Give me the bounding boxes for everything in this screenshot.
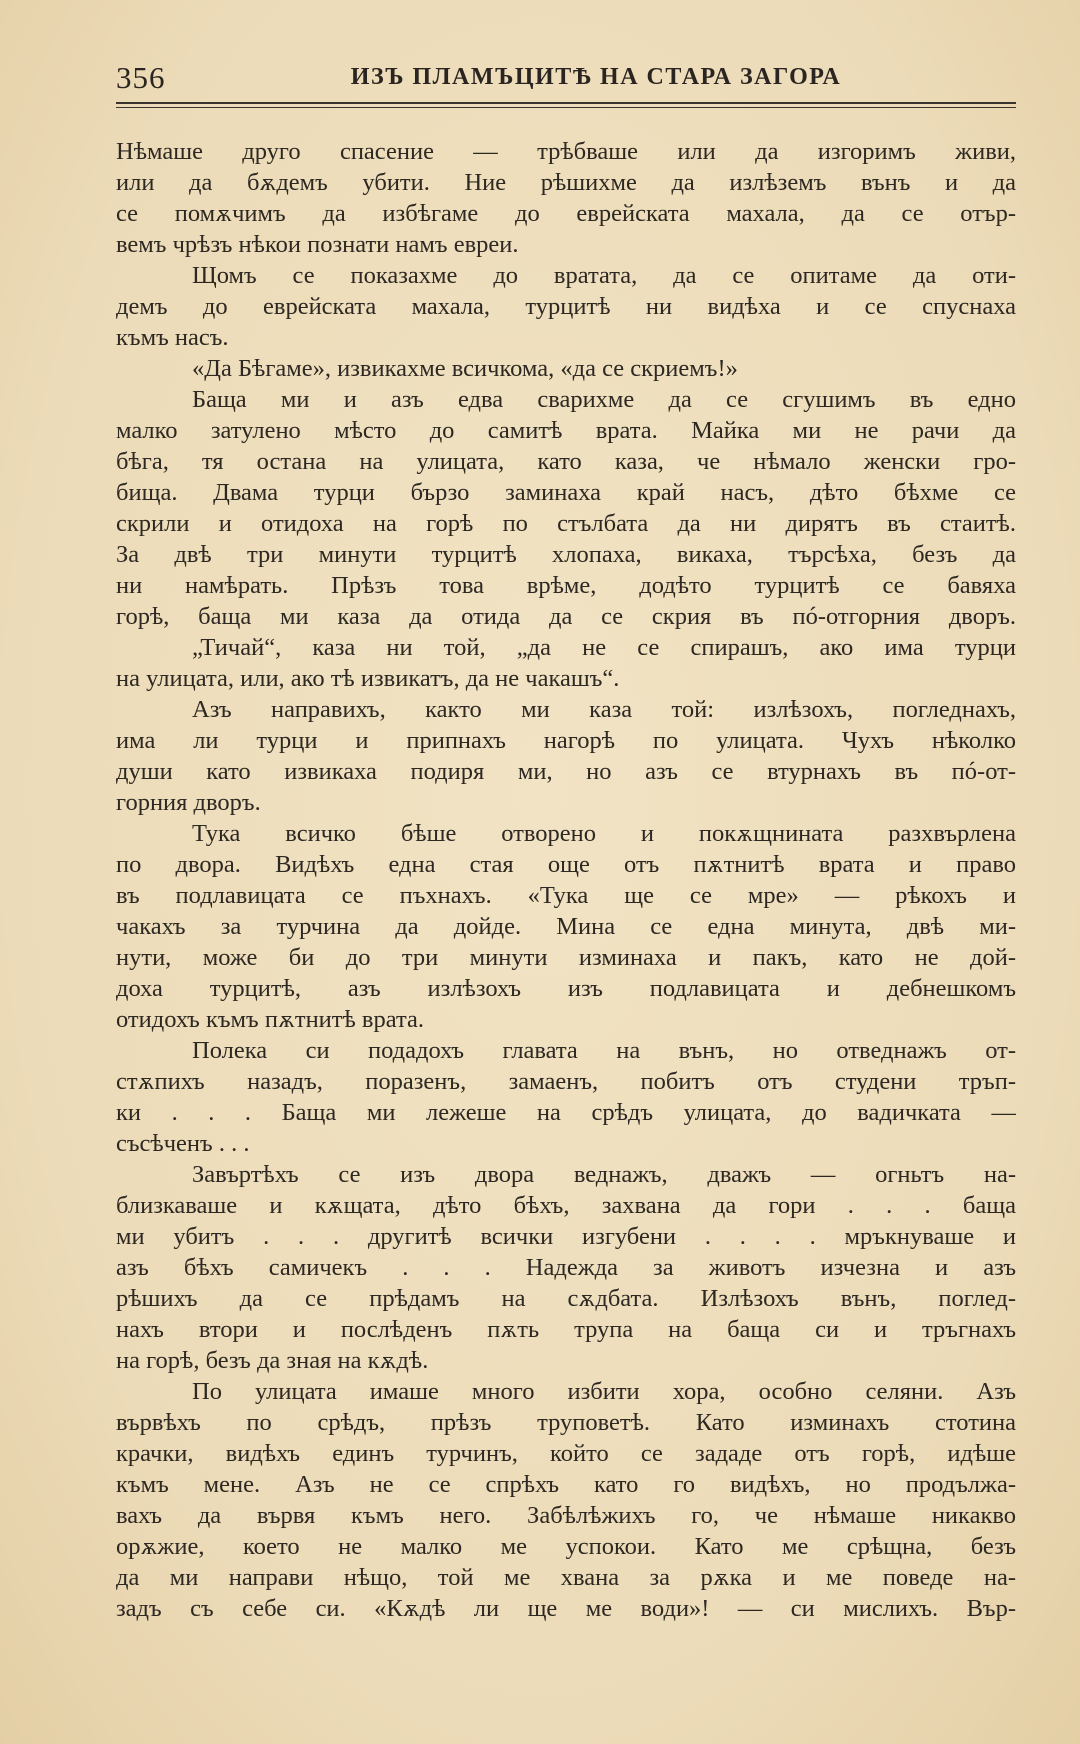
text-line: вемъ чрѣзъ нѣкои познати намъ евреи.: [116, 231, 519, 258]
text-line: бѣга, тя остана на улицата, като каза, че нѣмало женски гро-: [116, 448, 1016, 475]
text-line: Щомъ се показахме до вратата, да се опитаме да оти-: [192, 262, 1016, 289]
text-line: на горѣ, безъ да зная на кѫдѣ.: [116, 1347, 429, 1374]
text-line: демъ до еврейската махала, турцитѣ ни видѣха и се спуснаха: [116, 293, 1016, 320]
text-line: души като извикаха подиря ми, но азъ се втурнахъ въ пó-от-: [116, 758, 1016, 785]
text-line: къмъ насъ.: [116, 324, 229, 351]
text-line: «Да Бѣгаме», извикахме всичкома, «да се скриемъ!»: [192, 355, 738, 382]
text-line: Тука всичко бѣше отворено и покѫщнината разхвърлена: [192, 820, 1016, 847]
page-header: [116, 60, 1016, 100]
text-line: отидохъ къмъ пѫтнитѣ врата.: [116, 1006, 424, 1033]
text-line: бища. Двама турци бързо заминаха край насъ, дѣто бѣхме се: [116, 479, 1016, 506]
text-line: задъ съ себе си. «Кѫдѣ ли ще ме води»! — си мислихъ. Вър-: [116, 1595, 1016, 1622]
header-rule-thin: [116, 107, 1016, 108]
text-line: вървѣхъ по срѣдъ, прѣзъ труповетѣ. Като изминахъ стотина: [116, 1409, 1016, 1436]
text-line: ки . . . Баща ми лежеше на срѣдъ улицата, до вадичката —: [116, 1099, 1016, 1126]
text-line: къмъ мене. Азъ не се спрѣхъ като го видѣхъ, но продължа-: [116, 1471, 1016, 1498]
header-rule-thick: [116, 102, 1016, 104]
text-line: Баща ми и азъ едва сварихме да се сгушимъ въ едно: [192, 386, 1016, 413]
text-line: съсѣченъ . . .: [116, 1130, 250, 1157]
text-line: се помѫчимъ да избѣгаме до еврейската махала, да се отър-: [116, 200, 1016, 227]
text-line: азъ бѣхъ самичекъ . . . Надежда за животъ изчезна и азъ: [116, 1254, 1016, 1281]
text-line: „Тичай“, каза ни той, „да не се спирашъ, ако има турци: [192, 634, 1016, 661]
text-line: въ подлавицата се пъхнахъ. «Тука ще се мре» — рѣкохъ и: [116, 882, 1016, 909]
text-line: чакахъ за турчина да дойде. Мина се една минута, двѣ ми-: [116, 913, 1016, 940]
running-title: ИЗЪ ПЛАМЪЦИТѢ НА СТАРА ЗАГОРА: [350, 64, 842, 90]
text-line: За двѣ три минути турцитѣ хлопаха, викаха, търсѣха, безъ да: [116, 541, 1016, 568]
text-line: крачки, видѣхъ единъ турчинъ, който се зададе отъ горѣ, идѣше: [116, 1440, 1016, 1467]
text-line: вахъ да вървя къмъ него. Забѣлѣжихъ го, че нѣмаше никакво: [116, 1502, 1016, 1529]
text-line: малко затулено мѣсто до самитѣ врата. Майка ми не рачи да: [116, 417, 1016, 444]
body-text: [116, 136, 1016, 1624]
text-line: има ли турци и припнахъ нагорѣ по улицата. Чухъ нѣколко: [116, 727, 1016, 754]
text-line: Полека си подадохъ главата на вънъ, но отведнажъ от-: [192, 1037, 1016, 1064]
text-line: Завъртѣхъ се изъ двора веднажъ, дважъ — огньтъ на-: [192, 1161, 1016, 1188]
text-line: Нѣмаше друго спасение — трѣбваше или да изгоримъ живи,: [116, 138, 1016, 165]
text-line: По улицата имаше много избити хора, особно селяни. Азъ: [192, 1378, 1016, 1405]
text-line: по двора. Видѣхъ една стая още отъ пѫтнитѣ врата и право: [116, 851, 1016, 878]
text-line: горния дворъ.: [116, 789, 261, 816]
text-line: нути, може би до три минути изминаха и пакъ, като не дой-: [116, 944, 1016, 971]
text-line: нахъ втори и послѣденъ пѫть трупа на баща си и тръгнахъ: [116, 1316, 1016, 1343]
text-line: скрили и отидоха на горѣ по стълбата да ни дирятъ въ стаитѣ.: [116, 510, 1016, 537]
text-line: рѣшихъ да се прѣдамъ на сѫдбата. Излѣзохъ вънъ, поглед-: [116, 1285, 1016, 1312]
text-line: орѫжие, което не малко ме успокои. Като ме срѣщна, безъ: [116, 1533, 1016, 1560]
text-line: Азъ направихъ, както ми каза той: излѣзохъ, погледнахъ,: [192, 696, 1016, 723]
text-line: горѣ, баща ми каза да отида да се скрия въ пó-отгорния дворъ.: [116, 603, 1016, 630]
text-line: доха турцитѣ, азъ излѣзохъ изъ подлавицата и дебнешкомъ: [116, 975, 1016, 1002]
text-line: да ми направи нѣщо, той ме хвана за рѫка и ме поведе на-: [116, 1564, 1016, 1591]
text-line: ни намѣрать. Прѣзъ това врѣме, додѣто турцитѣ се бавяха: [116, 572, 1016, 599]
text-line: ми убитъ . . . другитѣ всички изгубени . . . . мръкнуваше и: [116, 1223, 1016, 1250]
page-number: 356: [116, 60, 166, 95]
text-line: близкаваше и кѫщата, дѣто бѣхъ, захвана да гори . . . баща: [116, 1192, 1016, 1219]
text-line: стѫпихъ назадъ, поразенъ, замаенъ, побитъ отъ студени тръп-: [116, 1068, 1016, 1095]
text-line: на улицата, или, ако тѣ извикатъ, да не чакашъ“.: [116, 665, 620, 692]
text-line: или да бѫдемъ убити. Ние рѣшихме да излѣземъ вънъ и да: [116, 169, 1016, 196]
